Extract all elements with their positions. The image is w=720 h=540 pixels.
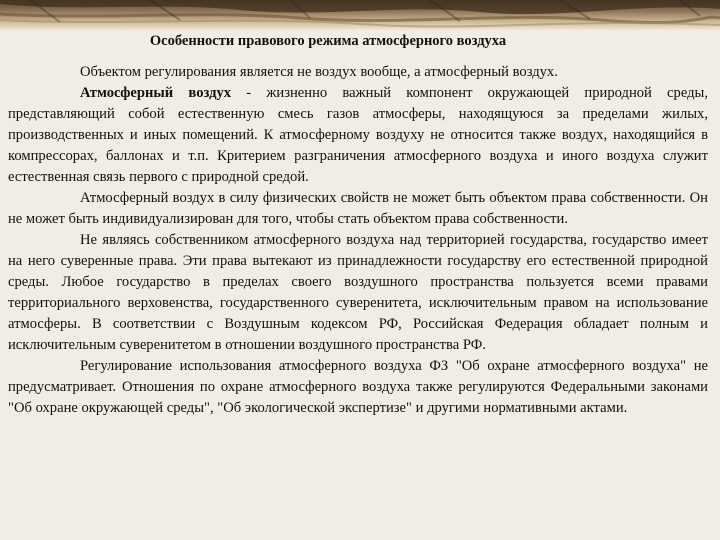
paragraph-4: Не являясь собственником атмосферного воздуха над территорией государства, государство имеет на него суверенные права. Эти права вытекают из принадлежности государству его естественной природной среды. Любое государство в пределах своего воздушного пространства пользуется всеми правами территориального верховенства, государственного суверенитета, исключительным правом на использование атмосферы. В соответствии с Воздушным кодексом РФ, Российская Федерация обладает полным и исключительным суверенитетом в отношении воздушного пространства РФ. <box>8 232 708 353</box>
paragraph-2-text: - жизненно важный компонент окружающей природной среды, представляющий собой естественную смесь газов атмосферы, находящуюся за пределами жилых, производственных и иных помещений. К атмосферному воздуху не относится также воздух, находящийся в компрессорах, баллонах и т.п. Критерием разграничения атмосферного воздуха и иного воздуха служит естественная связь первого с природной средой. <box>8 85 708 185</box>
paragraph-1: Объектом регулирования является не воздух вообще, а атмосферный воздух. <box>80 64 558 80</box>
paragraph-3: Атмосферный воздух в силу физических свойств не может быть объектом права собственности. Он не может быть индивидуализирован для того, чтобы стать объектом права собственности. <box>8 190 708 227</box>
paragraph-2 <box>8 83 708 188</box>
document-page <box>8 30 708 535</box>
decorative-banner <box>0 0 720 30</box>
paragraph-5: Регулирование использования атмосферного воздуха ФЗ "Об охране атмосферного воздуха" не предусматривает. Отношения по охране атмосферного воздуха также регулируются Федеральными законами "Об охране окружающей среды", "Об экологической экспертизе" и другими нормативными актами. <box>8 358 708 416</box>
banner-texture <box>0 0 720 30</box>
term-atmospheric-air: Атмосферный воздух <box>80 85 232 101</box>
page-title: Особенности правового режима атмосферного воздуха <box>149 33 507 49</box>
